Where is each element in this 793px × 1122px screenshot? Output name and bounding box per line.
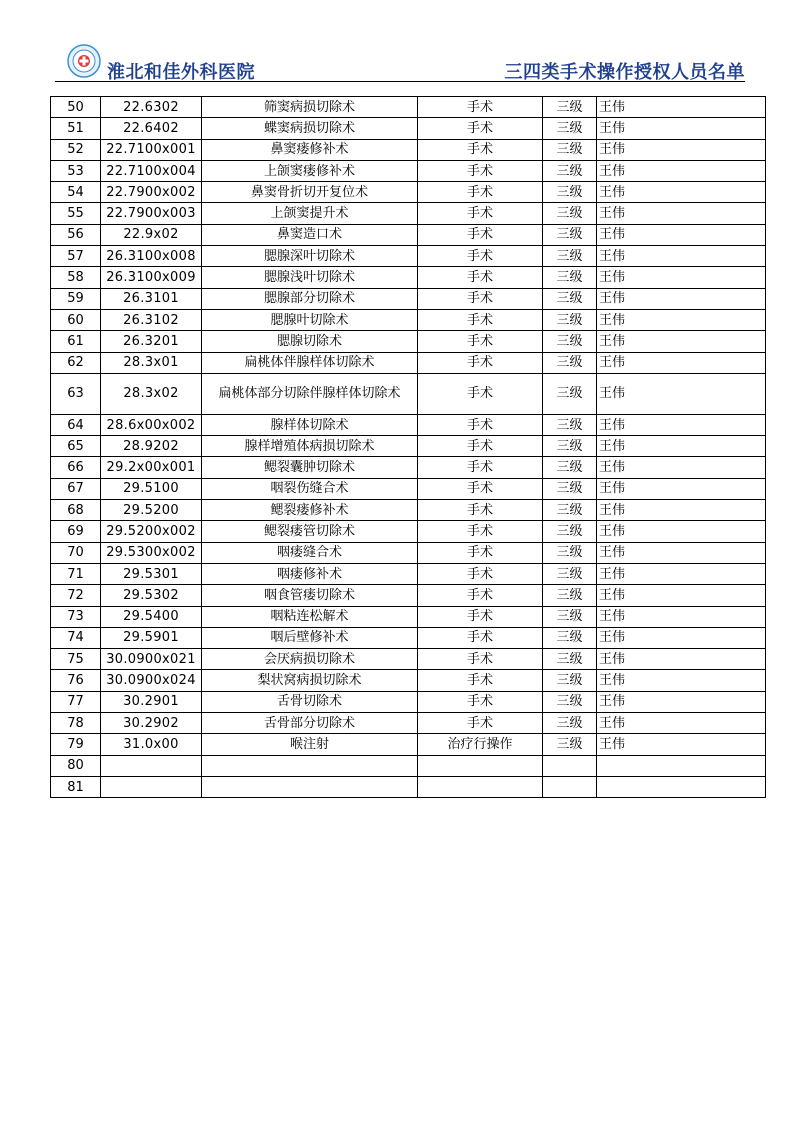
- table-row: [51, 563, 766, 584]
- procedure-type: 手术: [418, 160, 543, 181]
- procedure-type: 手术: [418, 373, 543, 414]
- procedure-code: 30.2901: [101, 691, 202, 712]
- procedure-type: 手术: [418, 649, 543, 670]
- procedure-code: 29.5400: [101, 606, 202, 627]
- procedure-level: [543, 776, 597, 797]
- row-number: 55: [51, 203, 101, 224]
- procedure-type: [418, 755, 543, 776]
- row-number: 76: [51, 670, 101, 691]
- procedure-code: 29.5302: [101, 585, 202, 606]
- procedure-level: 三级: [543, 713, 597, 734]
- row-number: 73: [51, 606, 101, 627]
- authorized-person: 王伟: [597, 182, 766, 203]
- procedure-level: 三级: [543, 182, 597, 203]
- procedure-name: 咽瘘修补术: [202, 563, 418, 584]
- procedure-type: 手术: [418, 627, 543, 648]
- procedure-level: 三级: [543, 542, 597, 563]
- procedure-code: 29.5300x002: [101, 542, 202, 563]
- row-number: 61: [51, 331, 101, 352]
- procedure-level: 三级: [543, 160, 597, 181]
- authorized-person: 王伟: [597, 457, 766, 478]
- authorized-person: 王伟: [597, 118, 766, 139]
- procedure-type: 手术: [418, 182, 543, 203]
- authorized-person: 王伟: [597, 288, 766, 309]
- row-number: 60: [51, 309, 101, 330]
- authorized-person: 王伟: [597, 542, 766, 563]
- row-number: 63: [51, 373, 101, 414]
- procedure-level: 三级: [543, 288, 597, 309]
- authorized-person: 王伟: [597, 713, 766, 734]
- procedure-level: 三级: [543, 563, 597, 584]
- row-number: 72: [51, 585, 101, 606]
- procedure-code: 29.5100: [101, 478, 202, 499]
- row-number: 67: [51, 478, 101, 499]
- procedure-code: 28.9202: [101, 436, 202, 457]
- procedure-type: 手术: [418, 267, 543, 288]
- procedure-type: 手术: [418, 203, 543, 224]
- row-number: 69: [51, 521, 101, 542]
- procedure-level: 三级: [543, 246, 597, 267]
- procedure-type: 手术: [418, 500, 543, 521]
- row-number: 66: [51, 457, 101, 478]
- procedure-name: 梨状窝病损切除术: [202, 670, 418, 691]
- row-number: 59: [51, 288, 101, 309]
- table-row: [51, 734, 766, 755]
- table-row: [51, 267, 766, 288]
- procedure-level: 三级: [543, 457, 597, 478]
- procedure-code: 22.7900x002: [101, 182, 202, 203]
- procedure-type: 手术: [418, 713, 543, 734]
- procedure-type: 手术: [418, 246, 543, 267]
- procedure-type: 手术: [418, 139, 543, 160]
- procedure-type: 治疗行操作: [418, 734, 543, 755]
- procedure-name: 腮腺浅叶切除术: [202, 267, 418, 288]
- header-divider: [55, 81, 745, 82]
- table-row: [51, 182, 766, 203]
- procedure-name: 舌骨切除术: [202, 691, 418, 712]
- procedure-name: 鳃裂囊肿切除术: [202, 457, 418, 478]
- row-number: 74: [51, 627, 101, 648]
- procedure-type: 手术: [418, 585, 543, 606]
- authorized-person: 王伟: [597, 373, 766, 414]
- procedure-type: 手术: [418, 331, 543, 352]
- row-number: 53: [51, 160, 101, 181]
- procedure-code: 22.9x02: [101, 224, 202, 245]
- procedure-level: 三级: [543, 331, 597, 352]
- authorized-person: 王伟: [597, 203, 766, 224]
- table-body: [51, 97, 766, 798]
- procedure-level: 三级: [543, 521, 597, 542]
- row-number: 50: [51, 97, 101, 118]
- table-row: [51, 352, 766, 373]
- authorized-person: 王伟: [597, 352, 766, 373]
- table-row: [51, 436, 766, 457]
- authorized-person: 王伟: [597, 649, 766, 670]
- procedure-name: 会厌病损切除术: [202, 649, 418, 670]
- authorized-person: [597, 755, 766, 776]
- procedure-code: 28.3x02: [101, 373, 202, 414]
- row-number: 80: [51, 755, 101, 776]
- procedure-type: 手术: [418, 521, 543, 542]
- procedure-level: 三级: [543, 203, 597, 224]
- procedure-code: 30.0900x021: [101, 649, 202, 670]
- procedure-code: 30.0900x024: [101, 670, 202, 691]
- procedure-code: 29.2x00x001: [101, 457, 202, 478]
- procedure-level: 三级: [543, 500, 597, 521]
- table-row: [51, 649, 766, 670]
- procedure-type: 手术: [418, 309, 543, 330]
- authorized-person: [597, 776, 766, 797]
- authorized-person: 王伟: [597, 139, 766, 160]
- authorized-person: 王伟: [597, 267, 766, 288]
- procedure-level: 三级: [543, 414, 597, 435]
- procedure-level: 三级: [543, 670, 597, 691]
- authorized-person: 王伟: [597, 606, 766, 627]
- table-row: [51, 414, 766, 435]
- table-row: [51, 478, 766, 499]
- procedure-type: 手术: [418, 414, 543, 435]
- procedure-type: 手术: [418, 288, 543, 309]
- authorized-person: 王伟: [597, 309, 766, 330]
- table-row: [51, 118, 766, 139]
- procedure-level: [543, 755, 597, 776]
- authorized-person: 王伟: [597, 670, 766, 691]
- procedure-type: 手术: [418, 97, 543, 118]
- hospital-name: 淮北和佳外科医院: [107, 62, 255, 83]
- row-number: 57: [51, 246, 101, 267]
- row-number: 79: [51, 734, 101, 755]
- procedure-code: [101, 755, 202, 776]
- procedure-level: 三级: [543, 373, 597, 414]
- procedure-level: 三级: [543, 267, 597, 288]
- table-row: [51, 670, 766, 691]
- procedure-code: 26.3101: [101, 288, 202, 309]
- procedure-type: 手术: [418, 224, 543, 245]
- table-row: [51, 500, 766, 521]
- procedure-code: 22.7100x004: [101, 160, 202, 181]
- procedure-code: [101, 776, 202, 797]
- procedure-name: 舌骨部分切除术: [202, 713, 418, 734]
- procedure-type: 手术: [418, 118, 543, 139]
- authorized-person: 王伟: [597, 331, 766, 352]
- procedure-code: 22.7100x001: [101, 139, 202, 160]
- table-row: [51, 457, 766, 478]
- procedure-code: 29.5901: [101, 627, 202, 648]
- row-number: 51: [51, 118, 101, 139]
- authorized-person: 王伟: [597, 436, 766, 457]
- procedure-code: 22.7900x003: [101, 203, 202, 224]
- procedure-name: 鼻窦造口术: [202, 224, 418, 245]
- procedure-level: 三级: [543, 352, 597, 373]
- table-row: [51, 309, 766, 330]
- procedure-name: 上颌窦提升术: [202, 203, 418, 224]
- procedure-name: 鼻窦骨折切开复位术: [202, 182, 418, 203]
- table-row: [51, 606, 766, 627]
- document-title: 三四类手术操作授权人员名单: [504, 62, 745, 83]
- procedure-code: 26.3100x008: [101, 246, 202, 267]
- authorized-person: 王伟: [597, 691, 766, 712]
- table-row: [51, 713, 766, 734]
- row-number: 56: [51, 224, 101, 245]
- table-row: [51, 776, 766, 797]
- row-number: 77: [51, 691, 101, 712]
- procedure-type: 手术: [418, 670, 543, 691]
- procedure-level: 三级: [543, 734, 597, 755]
- authorized-person: 王伟: [597, 563, 766, 584]
- table-row: [51, 139, 766, 160]
- procedure-code: 26.3201: [101, 331, 202, 352]
- procedure-name: 扁桃体伴腺样体切除术: [202, 352, 418, 373]
- table-row: [51, 97, 766, 118]
- procedure-code: 29.5200x002: [101, 521, 202, 542]
- procedure-level: 三级: [543, 309, 597, 330]
- table-row: [51, 627, 766, 648]
- procedure-type: 手术: [418, 542, 543, 563]
- table-row: [51, 203, 766, 224]
- procedure-level: 三级: [543, 606, 597, 627]
- procedure-name: 鳃裂瘘管切除术: [202, 521, 418, 542]
- row-number: 75: [51, 649, 101, 670]
- row-number: 54: [51, 182, 101, 203]
- table-row: [51, 691, 766, 712]
- table-row: [51, 331, 766, 352]
- row-number: 52: [51, 139, 101, 160]
- procedure-level: 三级: [543, 585, 597, 606]
- procedure-name: 腮腺叶切除术: [202, 309, 418, 330]
- row-number: 71: [51, 563, 101, 584]
- procedure-name: 蝶窦病损切除术: [202, 118, 418, 139]
- authorized-person: 王伟: [597, 585, 766, 606]
- table-row: [51, 585, 766, 606]
- procedure-type: 手术: [418, 563, 543, 584]
- table-row: [51, 288, 766, 309]
- row-number: 70: [51, 542, 101, 563]
- procedure-type: 手术: [418, 606, 543, 627]
- authorized-person: 王伟: [597, 97, 766, 118]
- hospital-logo-icon: [67, 44, 101, 78]
- procedure-name: 咽食管瘘切除术: [202, 585, 418, 606]
- authorization-table: [50, 96, 766, 798]
- row-number: 81: [51, 776, 101, 797]
- procedure-type: 手术: [418, 691, 543, 712]
- row-number: 58: [51, 267, 101, 288]
- authorized-person: 王伟: [597, 224, 766, 245]
- table-row: [51, 755, 766, 776]
- procedure-level: 三级: [543, 627, 597, 648]
- table-row: [51, 246, 766, 267]
- procedure-level: 三级: [543, 478, 597, 499]
- procedure-name: 喉注射: [202, 734, 418, 755]
- procedure-level: 三级: [543, 118, 597, 139]
- table-row: [51, 160, 766, 181]
- procedure-code: 28.6x00x002: [101, 414, 202, 435]
- procedure-code: 26.3100x009: [101, 267, 202, 288]
- procedure-name: 咽裂伤缝合术: [202, 478, 418, 499]
- row-number: 62: [51, 352, 101, 373]
- procedure-code: 30.2902: [101, 713, 202, 734]
- procedure-level: 三级: [543, 139, 597, 160]
- authorized-person: 王伟: [597, 500, 766, 521]
- authorized-person: 王伟: [597, 521, 766, 542]
- table-row: [51, 224, 766, 245]
- procedure-type: 手术: [418, 436, 543, 457]
- procedure-name: 咽粘连松解术: [202, 606, 418, 627]
- procedure-name: 鳃裂瘘修补术: [202, 500, 418, 521]
- procedure-name: 咽瘘缝合术: [202, 542, 418, 563]
- row-number: 65: [51, 436, 101, 457]
- procedure-name: [202, 776, 418, 797]
- authorized-person: 王伟: [597, 478, 766, 499]
- authorized-person: 王伟: [597, 734, 766, 755]
- procedure-name: 扁桃体部分切除伴腺样体切除术: [202, 373, 418, 414]
- procedure-level: 三级: [543, 224, 597, 245]
- authorized-person: 王伟: [597, 627, 766, 648]
- procedure-code: 26.3102: [101, 309, 202, 330]
- procedure-type: [418, 776, 543, 797]
- authorized-person: 王伟: [597, 414, 766, 435]
- table-row: [51, 521, 766, 542]
- table-row: [51, 542, 766, 563]
- procedure-name: [202, 755, 418, 776]
- authorized-person: 王伟: [597, 246, 766, 267]
- row-number: 64: [51, 414, 101, 435]
- procedure-name: 腮腺深叶切除术: [202, 246, 418, 267]
- procedure-name: 腮腺部分切除术: [202, 288, 418, 309]
- procedure-code: 22.6302: [101, 97, 202, 118]
- row-number: 68: [51, 500, 101, 521]
- page-header: [55, 42, 745, 82]
- procedure-code: 31.0x00: [101, 734, 202, 755]
- procedure-name: 上颌窦瘘修补术: [202, 160, 418, 181]
- procedure-code: 29.5200: [101, 500, 202, 521]
- authorized-person: 王伟: [597, 160, 766, 181]
- procedure-name: 筛窦病损切除术: [202, 97, 418, 118]
- procedure-level: 三级: [543, 649, 597, 670]
- procedure-name: 腺样体切除术: [202, 414, 418, 435]
- procedure-code: 22.6402: [101, 118, 202, 139]
- procedure-type: 手术: [418, 352, 543, 373]
- procedure-level: 三级: [543, 691, 597, 712]
- procedure-code: 29.5301: [101, 563, 202, 584]
- procedure-name: 腮腺切除术: [202, 331, 418, 352]
- procedure-name: 腺样增殖体病损切除术: [202, 436, 418, 457]
- procedure-level: 三级: [543, 97, 597, 118]
- procedure-code: 28.3x01: [101, 352, 202, 373]
- procedure-type: 手术: [418, 478, 543, 499]
- procedure-type: 手术: [418, 457, 543, 478]
- row-number: 78: [51, 713, 101, 734]
- procedure-name: 咽后壁修补术: [202, 627, 418, 648]
- table-row: [51, 373, 766, 414]
- procedure-name: 鼻窦瘘修补术: [202, 139, 418, 160]
- procedure-level: 三级: [543, 436, 597, 457]
